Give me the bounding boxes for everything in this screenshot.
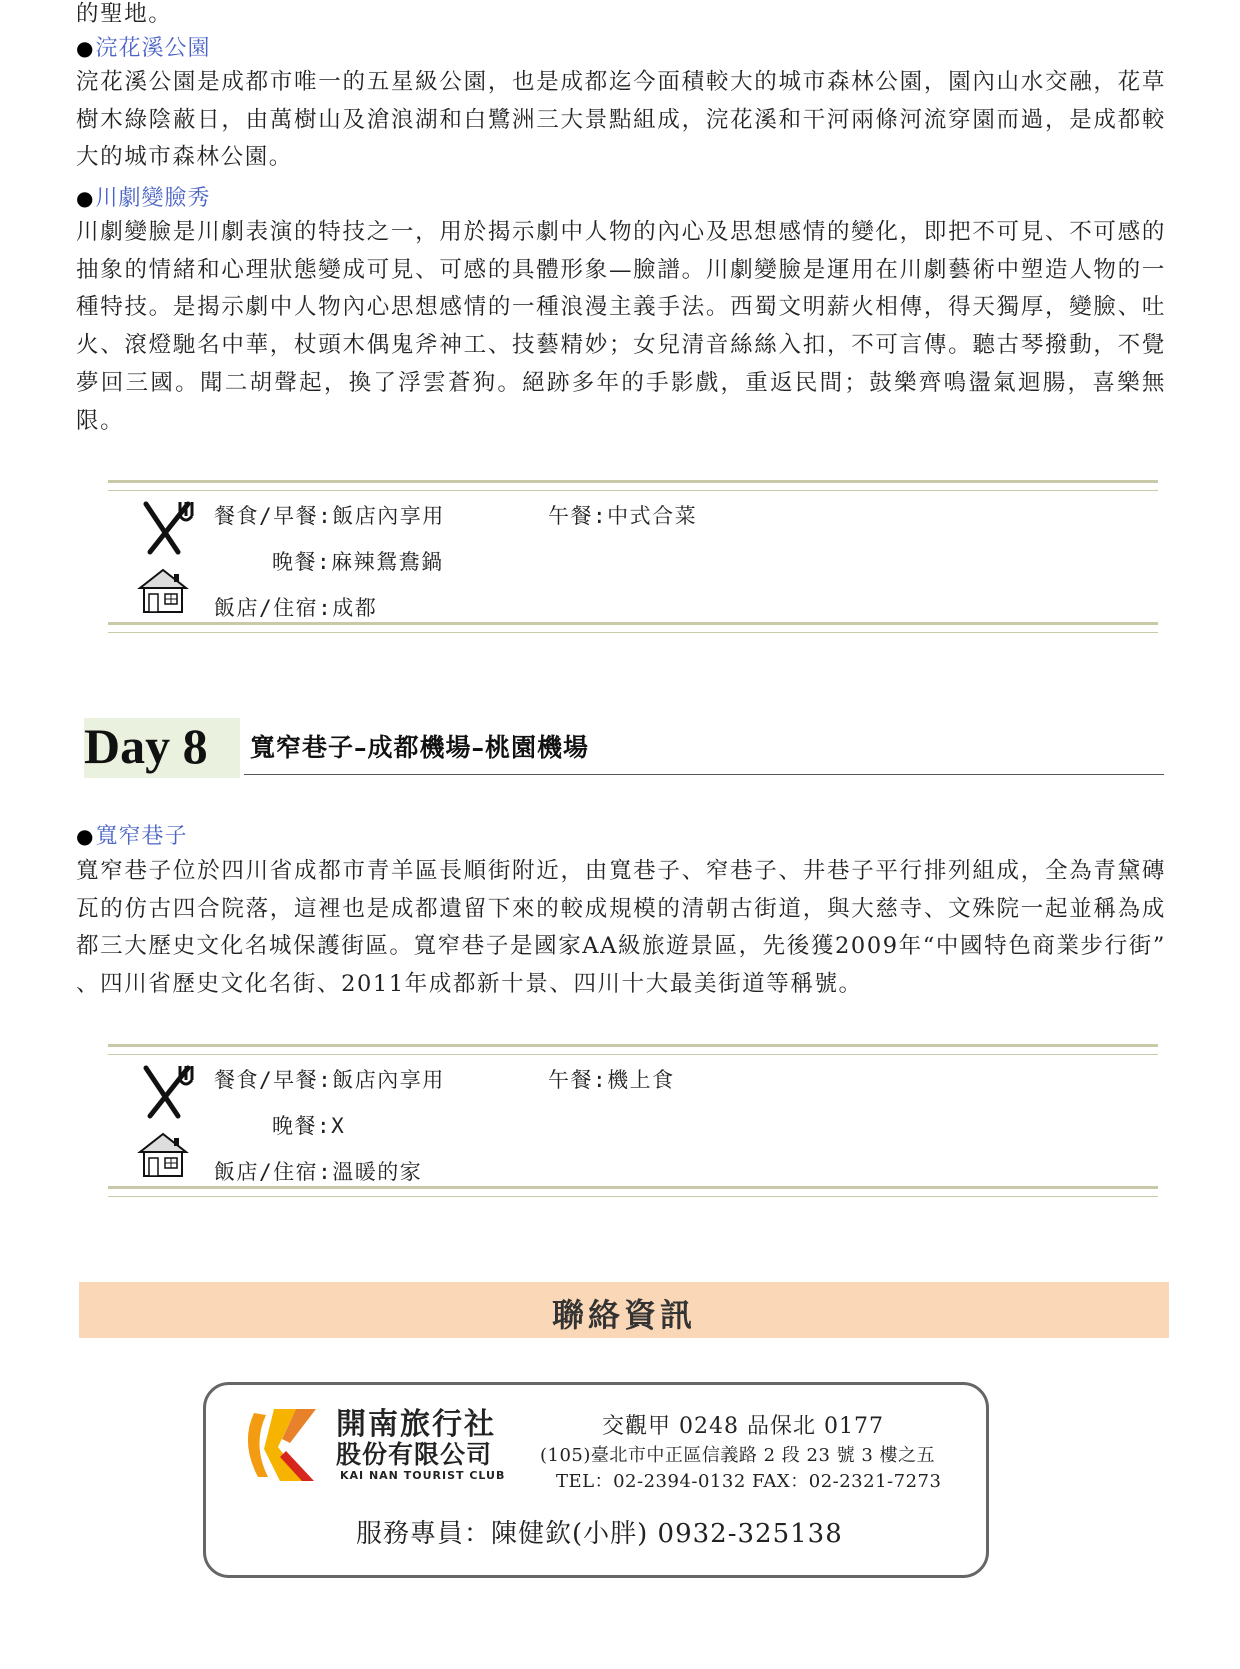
day-label: Day 8 [84,718,208,774]
section-heading-kuanzhai [76,822,187,851]
section-heading-text: 寬窄巷子 [95,824,188,849]
company-phone-fax: TEL：02-2394-0132 FAX：02-2321-7273 [556,1471,942,1492]
contact-title: 聯絡資訊 [551,1296,696,1334]
section-heading-face-changing [76,184,210,213]
meal-box-top-rule [108,480,1158,491]
company-name-english: KAI NAN TOURIST CLUB [340,1469,506,1482]
bullet-icon: ● [76,36,94,60]
company-address: (105)臺北市中正區信義路 2 段 23 號 3 樓之五 [540,1445,936,1466]
section-body-huanhuaxi: 浣花溪公園是成都市唯一的五星級公園，也是成都迄今面積較大的城市森林公園，園內山水交融，花草樹木綠陰蔽日，由萬樹山及滄浪湖和白鷺洲三大景點組成，浣花溪和干河兩條河流穿園而過，是成都較大的城市森林公園。 [76,69,1166,171]
meal-breakfast: 餐食/早餐:飯店內享用 [214,1068,445,1092]
day-title: 寬窄巷子–成都機場–桃園機場 [250,733,590,762]
meal-lunch: 午餐:機上食 [548,1068,675,1092]
meal-hotel: 飯店/住宿:成都 [214,596,378,620]
meal-box-bottom-rule [108,622,1158,633]
company-name-line1: 開南旅行社 [336,1407,496,1442]
meal-breakfast: 餐食/早餐:飯店內享用 [214,504,445,528]
bullet-icon: ● [76,186,94,210]
company-logo-icon [234,1403,338,1485]
service-agent: 服務專員：陳健欽(小胖) 0932-325138 [356,1519,843,1549]
section-heading-text: 浣花溪公園 [95,36,211,61]
contact-card [203,1382,989,1578]
contact-bar [79,1282,1169,1338]
meal-dinner: 晚餐:麻辣鴛鴦鍋 [272,550,444,574]
section-body-face-changing: 川劇變臉是川劇表演的特技之一，用於揭示劇中人物的內心及思想感情的變化，即把不可見、不可感的抽象的情緒和心理狀態變成可見、可感的具體形象—臉譜。川劇變臉是運用在川劇藝術中塑造人物的一種特技。是揭示劇中人物內心思想感情的一種浪漫主義手法。西蜀文明薪火相傳，得天獨厚，變臉、吐火、滾燈馳名中華，杖頭木偶鬼斧神工、技藝精妙；女兒清音絲絲入扣，不可言傳。聽古琴撥動，不覺夢回三國。聞二胡聲起，換了浮雲蒼狗。絕跡多年的手影戲，重返民間；鼓樂齊鳴盪氣迴腸，喜樂無限。 [76,219,1166,434]
company-name-line2: 股份有限公司 [336,1440,493,1469]
section-heading-huanhuaxi [76,34,210,63]
license-numbers: 交觀甲 0248 品保北 0177 [602,1414,884,1439]
fork-knife-icon [138,1062,196,1120]
section-body-kuanzhai: 寬窄巷子位於四川省成都市青羊區長順街附近，由寬巷子、窄巷子、井巷子平行排列組成，全為青黛磚瓦的仿古四合院落，這裡也是成都遺留下來的較成規模的清朝古街道，與大慈寺、文殊院一起並稱為成都三大歷史文化名城保護街區。寬窄巷子是國家AA級旅遊景區，先後獲2009年“中國特色商業步行街” 、四川省歷史文化名街、2011年成都新十景、四川十大最美街道等稱號。 [76,858,1166,998]
bullet-icon: ● [76,824,94,848]
house-icon [136,1130,190,1178]
meal-box-top-rule [108,1044,1158,1055]
meal-dinner: 晚餐:X [272,1114,346,1138]
intro-tail: 的聖地。 [76,1,173,27]
house-icon [136,566,190,614]
meal-box-bottom-rule [108,1186,1158,1197]
meal-lunch: 午餐:中式合菜 [548,504,698,528]
meal-hotel: 飯店/住宿:溫暖的家 [214,1160,423,1184]
fork-knife-icon [138,498,196,556]
section-heading-text: 川劇變臉秀 [95,186,211,211]
day-title-underline [244,774,1164,775]
